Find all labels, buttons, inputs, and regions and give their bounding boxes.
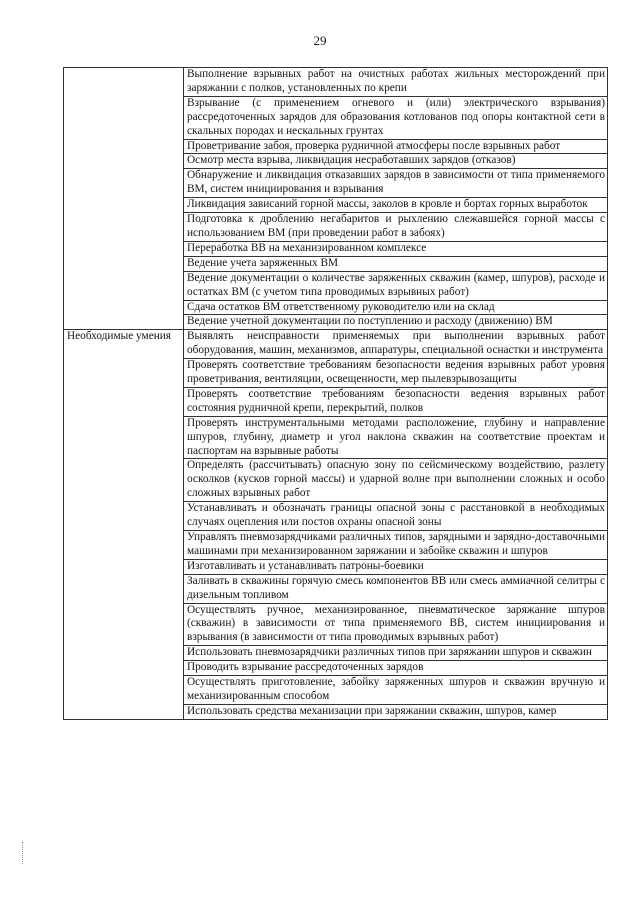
labor-action-cell: Обнаружение и ликвидация отказавших зарядов в зависимости от типа применяемого ВМ, систем инициирования и взрывания	[184, 169, 608, 198]
labor-action-cell: Ликвидация зависаний горной массы, заколов в кровле и бортах горных выработок	[184, 198, 608, 213]
skill-cell: Устанавливать и обозначать границы опасной зоны с расстановкой в необходимых случаях оцепления или постов охраны опасной зоны	[184, 502, 608, 531]
labor-action-cell: Ведение учета заряженных ВМ	[184, 256, 608, 271]
skill-cell: Использовать пневмозарядчики различных типов при заряжании шпуров и скважин	[184, 646, 608, 661]
labor-actions-label-cell	[64, 68, 184, 330]
skill-cell: Определять (рассчитывать) опасную зону по сейсмическому воздействию, разлету осколков (кусков горной массы) и ударной волне при выполнении сложных и особо сложных взрывных работ	[184, 459, 608, 502]
skill-cell: Осуществлять приготовление, забойку заряженных шпуров и скважин вручную и механизированным способом	[184, 676, 608, 705]
labor-action-cell: Переработка ВВ на механизированном комплексе	[184, 241, 608, 256]
page-number: 29	[313, 33, 327, 48]
table-row	[64, 330, 608, 359]
labor-action-cell: Осмотр места взрыва, ликвидация несработавших зарядов (отказов)	[184, 154, 608, 169]
skill-cell: Проводить взрывание рассредоточенных зарядов	[184, 661, 608, 676]
skill-cell: Заливать в скважины горячую смесь компонентов ВВ или смесь аммиачной селитры с дизельным топливом	[184, 574, 608, 603]
requirements-table-body	[64, 68, 608, 720]
skill-cell: Использовать средства механизации при заряжании скважин, шпуров, камер	[184, 704, 608, 719]
skill-cell: Проверять соответствие требованиям безопасности ведения взрывных работ уровня проветривания, вентиляции, освещенности, мер пылевзрывозащиты	[184, 359, 608, 388]
skill-cell: Управлять пневмозарядчиками различных типов, зарядными и зарядно-доставочными машинами при механизированном заряжании и забойке скважин и шпуров	[184, 531, 608, 560]
table-row	[64, 68, 608, 97]
labor-action-cell: Ведение учетной документации по поступлению и расходу (движению) ВМ	[184, 315, 608, 330]
labor-action-cell: Проветривание забоя, проверка рудничной атмосферы после взрывных работ	[184, 139, 608, 154]
margin-mark	[22, 842, 24, 864]
skill-cell: Проверять инструментальными методами расположение, глубину и направление шпуров, глубину, диаметр и угол наклона скважин на соответствие проектам и паспортам на взрывные работы	[184, 416, 608, 459]
skills-label-cell: Необходимые умения	[64, 330, 184, 719]
skill-cell: Осуществлять ручное, механизированное, пневматическое заряжание шпуров (скважин) в зависимости от типа применяемого ВВ, систем инициирования и взрывания (в зависимости от типа проводимых взрывных работ)	[184, 603, 608, 646]
skill-cell: Проверять соответствие требованиям безопасности ведения взрывных работ состояния рудничной крепи, перекрытий, полков	[184, 387, 608, 416]
skill-cell: Выявлять неисправности применяемых при выполнении взрывных работ оборудования, машин, механизмов, аппаратуры, специальной оснастки и инструмента	[184, 330, 608, 359]
labor-action-cell: Подготовка к дроблению негабаритов и рыхлению слежавшейся горной массы с использованием ВМ (при проведении работ в забоях)	[184, 213, 608, 242]
labor-action-cell: Сдача остатков ВМ ответственному руководителю или на склад	[184, 300, 608, 315]
labor-action-cell: Выполнение взрывных работ на очистных работах жильных месторождений при заряжании с полков, установленных по крепи	[184, 68, 608, 97]
labor-action-cell: Взрывание (с применением огневого и (или) электрического взрывания) рассредоточенных зарядов для образования котлованов под опоры контактной сети в скальных породах и нескальных грунтах	[184, 96, 608, 139]
requirements-table	[63, 67, 608, 720]
labor-action-cell: Ведение документации о количестве заряженных скважин (камер, шпуров), расходе и остатках ВМ (с учетом типа проводимых взрывных работ)	[184, 271, 608, 300]
skill-cell: Изготавливать и устанавливать патроны-боевики	[184, 559, 608, 574]
